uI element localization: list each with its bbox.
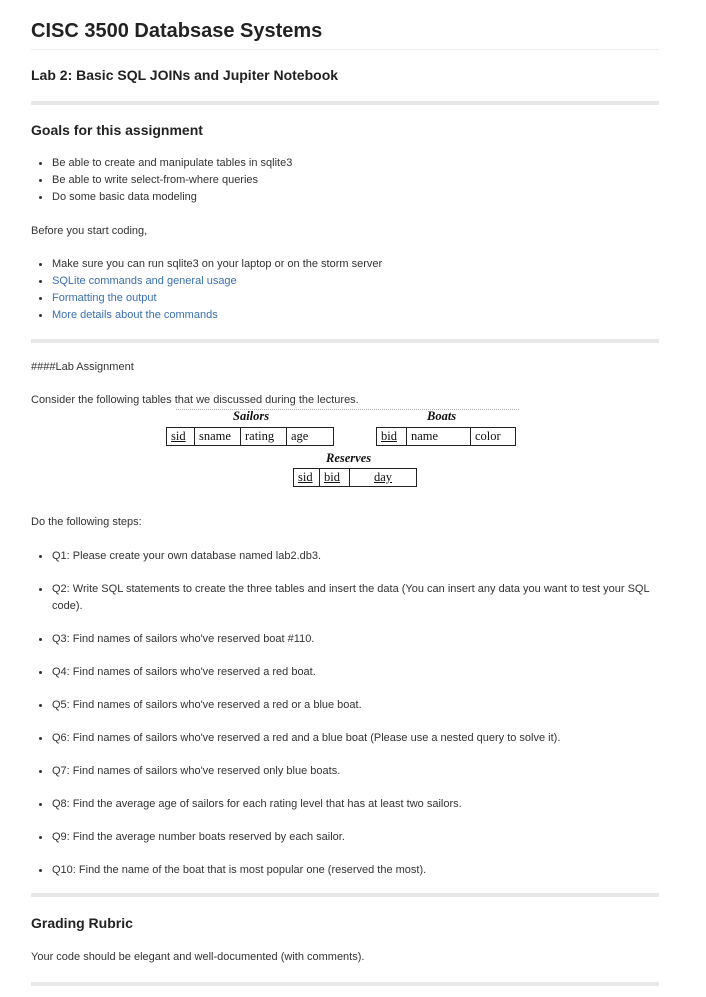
rubric-text: Your code should be elegant and well-documented (with comments). — [31, 951, 365, 963]
section-divider — [31, 101, 659, 105]
reserves-column-sid: sid — [294, 469, 320, 486]
reserves-column-day: day — [373, 470, 393, 484]
step-item: Q9: Find the average number boats reserved by each sailor. — [31, 829, 659, 846]
step-item: Q8: Find the average age of sailors for each rating level that has at least two sailors. — [31, 796, 659, 813]
page-title: CISC 3500 Databsase Systems — [31, 20, 323, 42]
goals-list — [31, 155, 292, 206]
step-item: Q2: Write SQL statements to create the three tables and insert the data (You can insert any data you want to test your SQL code). — [31, 581, 659, 615]
reserves-table — [293, 468, 417, 487]
sailors-column-age: age — [291, 429, 309, 443]
boats-column-bid: bid — [377, 428, 407, 445]
sailors-column-rating: rating — [241, 428, 287, 445]
link-sqlite-commands[interactable]: SQLite commands and general usage — [31, 273, 382, 290]
sailors-column-sname: sname — [195, 428, 241, 445]
step-item: Q4: Find names of sailors who've reserved a red boat. — [31, 664, 659, 681]
goals-heading: Goals for this assignment — [31, 122, 203, 138]
step-item: Q1: Please create your own database named lab2.db3. — [31, 548, 659, 565]
boats-title: Boats — [427, 409, 457, 423]
boats-column-name: name — [407, 428, 471, 445]
goal-item: Do some basic data modeling — [31, 189, 292, 206]
lab-assignment-heading: ####Lab Assignment — [31, 361, 134, 373]
before-item: Make sure you can run sqlite3 on your laptop or on the storm server — [31, 256, 382, 273]
section-divider — [31, 339, 659, 343]
rubric-heading: Grading Rubric — [31, 915, 133, 931]
step-item: Q3: Find names of sailors who've reserved boat #110. — [31, 631, 659, 648]
steps-intro: Do the following steps: — [31, 516, 142, 528]
title-divider — [31, 49, 659, 50]
sailors-title: Sailors — [233, 409, 270, 423]
goal-item: Be able to write select-from-where queries — [31, 172, 292, 189]
lab-title: Lab 2: Basic SQL JOINs and Jupiter Notebook — [31, 67, 339, 83]
step-item: Q10: Find the name of the boat that is most popular one (reserved the most). — [31, 862, 659, 879]
steps-list — [31, 548, 659, 895]
section-divider — [31, 893, 659, 897]
schema-intro: Consider the following tables that we discussed during the lectures. — [31, 394, 359, 406]
step-item: Q5: Find names of sailors who've reserved a red or a blue boat. — [31, 697, 659, 714]
step-item: Q6: Find names of sailors who've reserved a red and a blue boat (Please use a nested query to solve it). — [31, 730, 659, 747]
link-formatting-output[interactable]: Formatting the output — [31, 290, 382, 307]
before-intro: Before you start coding, — [31, 225, 148, 237]
sailors-column-sid: sid — [167, 428, 195, 445]
reserves-column-bid: bid — [320, 469, 350, 486]
section-divider — [31, 982, 659, 986]
step-item: Q7: Find names of sailors who've reserved only blue boats. — [31, 763, 659, 780]
boats-column-color: color — [475, 429, 501, 443]
sailors-table — [166, 427, 334, 446]
boats-table — [376, 427, 516, 446]
reserves-title: Reserves — [326, 451, 372, 465]
goal-item: Be able to create and manipulate tables in sqlite3 — [31, 155, 292, 172]
before-list — [31, 256, 382, 324]
link-command-details[interactable]: More details about the commands — [31, 307, 382, 324]
schema-top-border — [176, 409, 519, 410]
